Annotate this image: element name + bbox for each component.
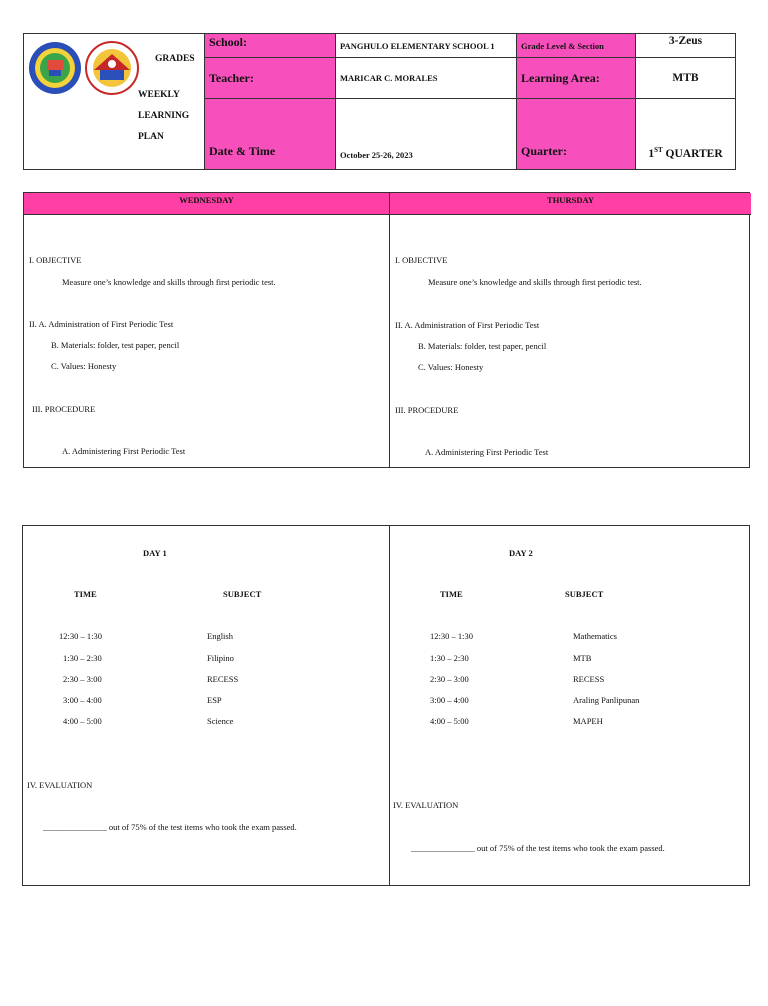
date-label: Date & Time — [205, 99, 336, 170]
schedule-time: 2:30 – 3:00 — [63, 674, 102, 684]
schedule-time: 2:30 – 3:00 — [430, 674, 469, 684]
schedule-subject: Araling Panlipunan — [573, 695, 640, 705]
schedule-subject: ESP — [207, 695, 222, 705]
schedule-subject: English — [207, 631, 233, 641]
schedule-subject: MTB — [573, 653, 592, 663]
logo-cell — [24, 34, 205, 170]
procedure-title: III. PROCEDURE — [32, 404, 96, 414]
area-value: MTB — [636, 58, 736, 99]
schedule-time: 3:00 – 4:00 — [63, 695, 102, 705]
evaluation-title: IV. EVALUATION — [393, 800, 459, 810]
schedule-time: 12:30 – 1:30 — [59, 631, 102, 641]
evaluation-title: IV. EVALUATION — [27, 780, 93, 790]
day-header-wednesday: WEDNESDAY — [24, 193, 389, 215]
quarter-value: 1ST QUARTER — [636, 99, 736, 170]
school-value: PANGHULO ELEMENTARY SCHOOL 1 — [336, 34, 517, 58]
schedule-time: 3:00 – 4:00 — [430, 695, 469, 705]
day-header-thursday: THURSDAY — [390, 193, 751, 215]
day1-title: DAY 1 — [143, 548, 167, 558]
schedule-subject: Mathematics — [573, 631, 617, 641]
admin-title: II. A. Administration of First Periodic Test — [395, 320, 540, 330]
teacher-label: Teacher: — [205, 58, 336, 99]
evaluation-text: _______________ out of 75% of the test items who took the exam passed. — [411, 843, 665, 853]
day2-title: DAY 2 — [509, 548, 533, 558]
side-title-weekly: WEEKLY — [138, 90, 180, 100]
schedule-time: 1:30 – 2:30 — [430, 653, 469, 663]
subject-header: SUBJECT — [565, 589, 604, 599]
date-value: October 25-26, 2023 — [336, 99, 517, 170]
evaluation-text: _______________ out of 75% of the test items who took the exam passed. — [43, 822, 297, 832]
schedule-time: 1:30 – 2:30 — [63, 653, 102, 663]
values-text: C. Values: Honesty — [418, 362, 484, 372]
header-table — [23, 33, 736, 170]
schedule-subject: RECESS — [207, 674, 239, 684]
time-header: TIME — [74, 589, 97, 599]
objective-text: Measure one’s knowledge and skills through first periodic test. — [428, 277, 642, 287]
schedule-subject: Filipino — [207, 653, 234, 663]
division-seal-icon — [86, 42, 138, 94]
side-title-grades: GRADES — [155, 54, 195, 64]
materials-text: B. Materials: folder, test paper, pencil — [418, 341, 547, 351]
lesson-table — [23, 192, 750, 468]
area-label: Learning Area: — [517, 58, 636, 99]
schedule-subject: Science — [207, 716, 234, 726]
materials-text: B. Materials: folder, test paper, pencil — [51, 340, 180, 350]
admin-title: II. A. Administration of First Periodic Test — [29, 319, 174, 329]
procedure-title: III. PROCEDURE — [395, 405, 459, 415]
grade-label: Grade Level & Section — [517, 34, 636, 58]
school-seal-icon — [29, 42, 81, 94]
side-title-plan: PLAN — [138, 132, 164, 142]
schedule-subject: RECESS — [573, 674, 605, 684]
schedule-time: 12:30 – 1:30 — [430, 631, 473, 641]
schedule-time: 4:00 – 5:00 — [63, 716, 102, 726]
objective-title: I. OBJECTIVE — [395, 255, 448, 265]
objective-title: I. OBJECTIVE — [29, 255, 82, 265]
grade-value: 3-Zeus — [636, 34, 736, 58]
quarter-label: Quarter: — [517, 99, 636, 170]
school-label: School: — [205, 34, 336, 58]
procedure-item: A. Administering First Periodic Test — [62, 446, 186, 456]
subject-header: SUBJECT — [223, 589, 262, 599]
schedule-subject: MAPEH — [573, 716, 603, 726]
objective-text: Measure one’s knowledge and skills through first periodic test. — [62, 277, 276, 287]
teacher-value: MARICAR C. MORALES — [336, 58, 517, 99]
side-title-learning: LEARNING — [138, 111, 190, 121]
time-header: TIME — [440, 589, 463, 599]
schedule-table — [22, 525, 750, 886]
values-text: C. Values: Honesty — [51, 361, 117, 371]
procedure-item: A. Administering First Periodic Test — [425, 447, 549, 457]
school-logos — [28, 40, 140, 96]
schedule-time: 4:00 – 5:00 — [430, 716, 469, 726]
